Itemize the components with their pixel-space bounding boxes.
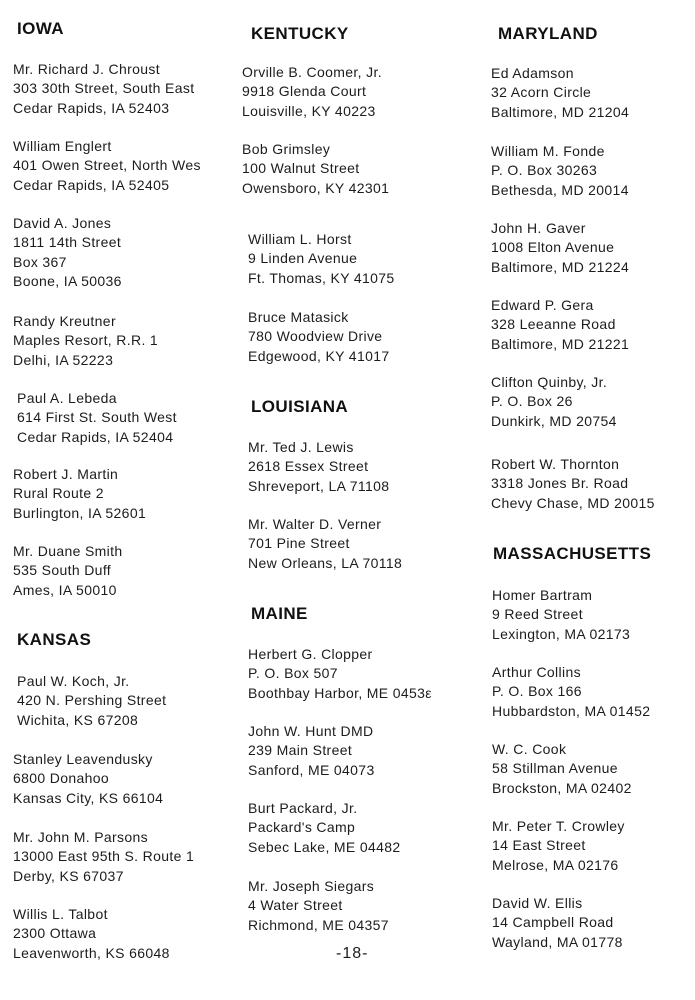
entry-name: William L. Horst xyxy=(248,231,352,247)
entry-name: Orville B. Coomer, Jr. xyxy=(242,64,382,80)
entry-address-line: 1811 14th Street xyxy=(13,234,122,251)
address-entry xyxy=(492,586,630,644)
entry-name: Clifton Quinby, Jr. xyxy=(491,374,608,390)
entry-address-line: P. O. Box 507 xyxy=(248,665,338,682)
entry-address-line: P. O. Box 26 xyxy=(491,393,573,410)
entry-address-line: 614 First St. South West xyxy=(17,409,177,426)
entry-address-line: Leavenworth, KS 66048 xyxy=(13,944,170,961)
entry-address-line: Sebec Lake, ME 04482 xyxy=(248,838,401,855)
state-heading: LOUISIANA xyxy=(251,397,349,416)
address-entry xyxy=(13,214,122,292)
entry-name: Mr. Ted J. Lewis xyxy=(248,439,354,455)
entry-address-line: 2300 Ottawa xyxy=(13,925,97,942)
entry-address-line: P. O. Box 166 xyxy=(492,683,582,700)
address-entry xyxy=(248,799,401,857)
entry-name: Robert J. Martin xyxy=(13,466,119,482)
entry-address-line: Wichita, KS 67208 xyxy=(17,711,139,728)
entry-address-line: Dunkirk, MD 20754 xyxy=(491,412,617,429)
entry-name: William Englert xyxy=(13,138,112,154)
address-entry xyxy=(491,373,617,431)
entry-name: Bruce Matasick xyxy=(248,309,349,325)
entry-name: Paul A. Lebeda xyxy=(17,390,117,406)
entry-address-line: Kansas City, KS 66104 xyxy=(13,789,164,806)
address-entry xyxy=(491,455,655,513)
entry-name: William M. Fonde xyxy=(491,143,605,159)
address-entry xyxy=(248,877,389,935)
entry-address-line: 14 East Street xyxy=(492,837,586,854)
entry-name: Bob Grimsley xyxy=(242,141,331,157)
entry-address-line: Owensboro, KY 42301 xyxy=(242,179,390,196)
entry-name: Mr. Joseph Siegars xyxy=(248,878,375,894)
entry-name: Ed Adamson xyxy=(491,65,574,81)
entry-address-line: Cedar Rapids, IA 52403 xyxy=(13,99,170,116)
entry-address-line: Wayland, MA 01778 xyxy=(492,933,623,950)
entry-address-line: 1008 Elton Avenue xyxy=(491,239,615,256)
address-entry xyxy=(492,894,623,952)
state-heading: MAINE xyxy=(251,604,308,623)
address-entry xyxy=(248,308,390,366)
entry-address-line: 32 Acorn Circle xyxy=(491,84,592,101)
address-entry xyxy=(13,312,158,370)
entry-address-line: 9 Reed Street xyxy=(492,606,583,623)
entry-name: David W. Ellis xyxy=(492,895,583,911)
address-entry xyxy=(13,137,201,195)
state-heading: KENTUCKY xyxy=(251,24,349,43)
entry-name: Paul W. Koch, Jr. xyxy=(17,673,130,689)
address-entry xyxy=(491,64,629,122)
address-entry xyxy=(491,142,629,200)
entry-address-line: Delhi, IA 52223 xyxy=(13,351,114,368)
address-entry xyxy=(242,63,382,121)
entry-address-line: Ft. Thomas, KY 41075 xyxy=(248,269,395,286)
entry-address-line: Edgewood, KY 41017 xyxy=(248,347,390,364)
address-entry xyxy=(248,645,432,703)
entry-address-line: Boone, IA 50036 xyxy=(13,273,122,290)
entry-address-line: 58 Stillman Avenue xyxy=(492,760,618,777)
entry-address-line: New Orleans, LA 70118 xyxy=(248,554,403,571)
entry-name: Mr. Peter T. Crowley xyxy=(492,818,625,834)
entry-address-line: 14 Campbell Road xyxy=(492,914,614,931)
entry-address-line: Bethesda, MD 20014 xyxy=(491,181,629,198)
entry-name: David A. Jones xyxy=(13,215,112,231)
entry-address-line: Burlington, IA 52601 xyxy=(13,504,147,521)
entry-address-line: Melrose, MA 02176 xyxy=(492,856,619,873)
page-number: -18- xyxy=(336,945,369,962)
address-entry xyxy=(242,140,389,198)
entry-address-line: Boothbay Harbor, ME 0453ε xyxy=(248,684,432,701)
entry-address-line: 401 Owen Street, North Wes xyxy=(13,157,201,174)
entry-address-line: 13000 East 95th S. Route 1 xyxy=(13,848,195,865)
entry-address-line: 100 Walnut Street xyxy=(242,160,360,177)
address-entry xyxy=(491,296,629,354)
address-entry xyxy=(13,542,123,600)
entry-address-line: 2618 Essex Street xyxy=(248,458,369,475)
entry-address-line: Derby, KS 67037 xyxy=(13,867,124,884)
address-entry xyxy=(17,672,166,730)
entry-address-line: 535 South Duff xyxy=(13,562,112,579)
entry-name: Willis L. Talbot xyxy=(13,906,108,922)
entry-name: Arthur Collins xyxy=(492,664,581,680)
address-entry xyxy=(492,663,650,721)
entry-address-line: 9918 Glenda Court xyxy=(242,83,367,100)
entry-name: John W. Hunt DMD xyxy=(248,723,374,739)
entry-name: Mr. Richard J. Chroust xyxy=(13,61,160,77)
entry-name: Mr. John M. Parsons xyxy=(13,829,149,845)
address-entry xyxy=(492,740,632,798)
entry-address-line: Cedar Rapids, IA 52405 xyxy=(13,176,170,193)
state-heading: MASSACHUSETTS xyxy=(493,544,652,563)
entry-address-line: 3318 Jones Br. Road xyxy=(491,475,629,492)
state-heading: KANSAS xyxy=(17,630,92,649)
entry-address-line: Richmond, ME 04357 xyxy=(248,916,389,933)
entry-address-line: Ames, IA 50010 xyxy=(13,581,117,598)
entry-address-line: Baltimore, MD 21221 xyxy=(491,335,630,352)
entry-name: Edward P. Gera xyxy=(491,297,594,313)
entry-name: Homer Bartram xyxy=(492,587,593,603)
address-entry xyxy=(248,515,402,573)
address-entry xyxy=(248,722,375,780)
entry-address-line: Rural Route 2 xyxy=(13,485,104,502)
entry-address-line: Baltimore, MD 21204 xyxy=(491,103,630,120)
entry-name: Randy Kreutner xyxy=(13,313,116,329)
entry-address-line: Box 367 xyxy=(13,253,67,270)
entry-address-line: 780 Woodview Drive xyxy=(248,328,383,345)
entry-address-line: Lexington, MA 02173 xyxy=(492,625,631,642)
entry-name: W. C. Cook xyxy=(492,741,567,757)
entry-name: Burt Packard, Jr. xyxy=(248,800,358,816)
entry-name: Herbert G. Clopper xyxy=(248,646,373,662)
address-entry xyxy=(13,465,146,523)
address-entry xyxy=(248,230,395,288)
state-heading: IOWA xyxy=(17,19,64,38)
state-heading: MARYLAND xyxy=(498,24,598,43)
entry-address-line: Packard's Camp xyxy=(248,819,356,836)
entry-name: John H. Gaver xyxy=(491,220,586,236)
entry-address-line: Maples Resort, R.R. 1 xyxy=(13,332,159,349)
address-entry xyxy=(13,60,194,118)
entry-address-line: Brockston, MA 02402 xyxy=(492,779,632,796)
entry-address-line: Hubbardston, MA 01452 xyxy=(492,702,651,719)
entry-address-line: Louisville, KY 40223 xyxy=(242,102,376,119)
address-entry xyxy=(13,905,170,963)
entry-address-line: 6800 Donahoo xyxy=(13,770,110,787)
entry-address-line: Shreveport, LA 71108 xyxy=(248,477,390,494)
entry-address-line: P. O. Box 30263 xyxy=(491,162,598,179)
entry-address-line: Sanford, ME 04073 xyxy=(248,761,375,778)
entry-name: Stanley Leavendusky xyxy=(13,751,153,767)
entry-name: Mr. Duane Smith xyxy=(13,543,123,559)
address-entry xyxy=(492,817,625,875)
entry-address-line: 239 Main Street xyxy=(248,742,353,759)
entry-name: Mr. Walter D. Verner xyxy=(248,516,382,532)
entry-name: Robert W. Thornton xyxy=(491,456,620,472)
entry-address-line: 4 Water Street xyxy=(248,897,343,914)
address-entry xyxy=(13,828,194,886)
entry-address-line: 303 30th Street, South East xyxy=(13,80,195,97)
entry-address-line: 328 Leeanne Road xyxy=(491,316,616,333)
entry-address-line: Baltimore, MD 21224 xyxy=(491,258,630,275)
entry-address-line: 9 Linden Avenue xyxy=(248,250,358,267)
address-entry xyxy=(248,438,389,496)
entry-address-line: Cedar Rapids, IA 52404 xyxy=(17,428,174,445)
address-entry xyxy=(13,750,163,808)
entry-address-line: 701 Pine Street xyxy=(248,535,350,552)
entry-address-line: 420 N. Pershing Street xyxy=(17,692,167,709)
address-entry xyxy=(17,389,177,447)
address-entry xyxy=(491,219,629,277)
entry-address-line: Chevy Chase, MD 20015 xyxy=(491,494,655,511)
